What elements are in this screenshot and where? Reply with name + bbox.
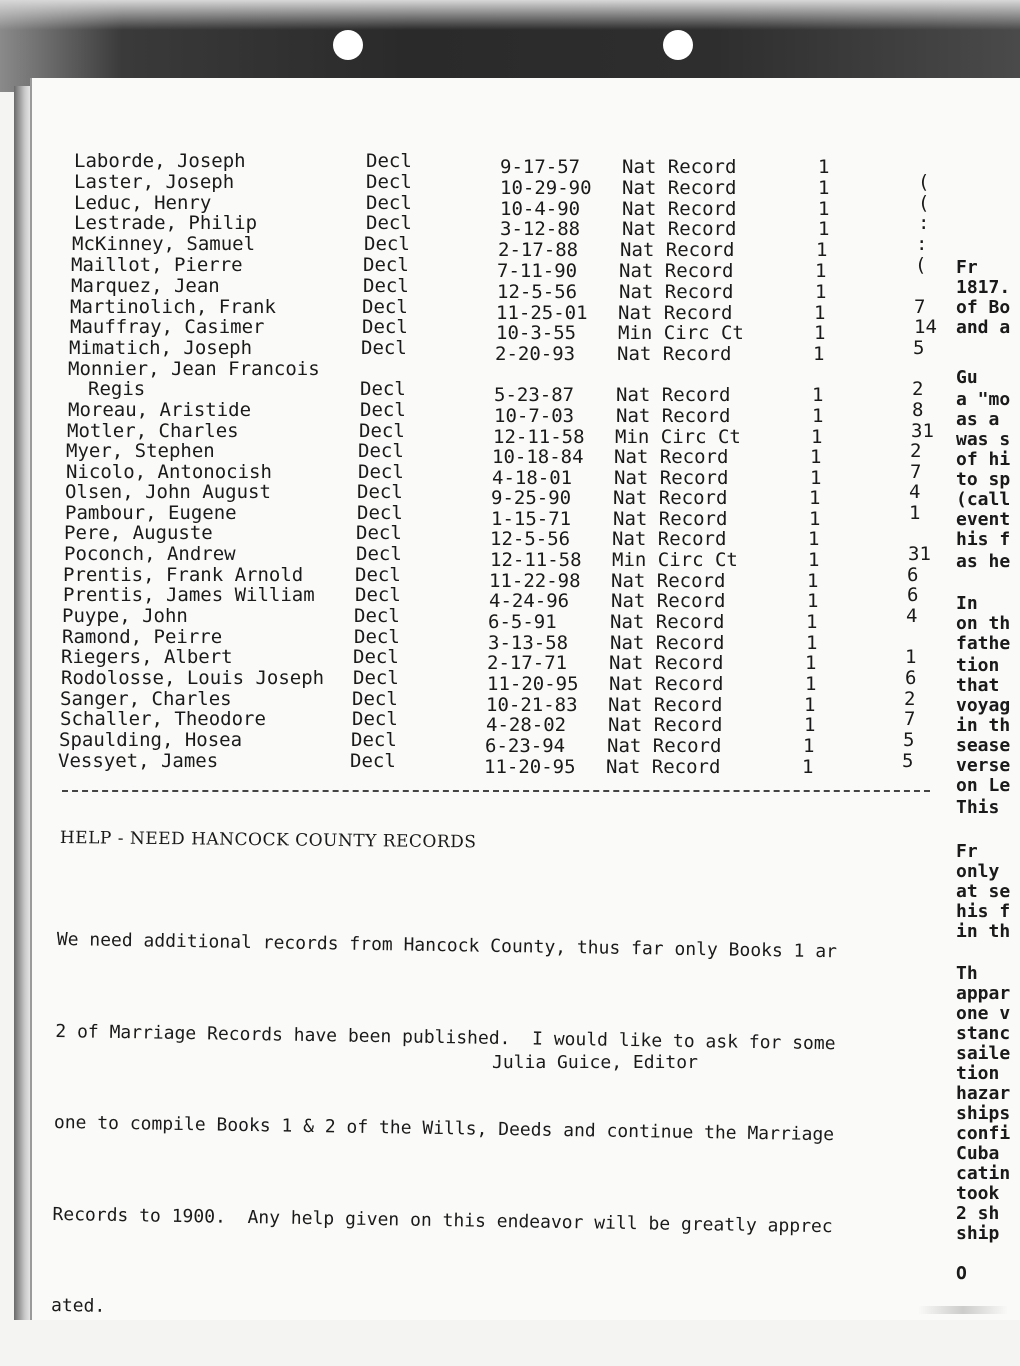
cell-name: Spaulding, Hosea — [59, 729, 243, 751]
cell-source: Nat Record — [622, 198, 737, 220]
table-row — [0, 420, 1013, 448]
table-row — [0, 316, 1016, 344]
cell-type: Decl — [362, 316, 408, 338]
cell-page: ( — [915, 254, 927, 276]
table-row — [0, 461, 1012, 489]
cell-vol: 1 — [804, 714, 816, 736]
cell-vol: 1 — [810, 446, 822, 468]
cell-vol: 1 — [810, 467, 822, 489]
cell-date: 4-18-01 — [492, 467, 573, 489]
cell-vol: 1 — [815, 281, 827, 303]
table-row — [0, 296, 1016, 324]
adjacent-column-line: ships — [956, 1103, 1011, 1124]
cell-name: Leduc, Henry — [74, 192, 212, 214]
adjacent-column-line: and a — [956, 317, 1011, 338]
cell-name: Prentis, Frank Arnold — [63, 564, 304, 586]
cell-vol: 1 — [805, 673, 817, 695]
cell-page: 7 — [904, 708, 916, 730]
cell-vol: 1 — [809, 508, 821, 530]
cell-page: 2 — [910, 440, 922, 462]
adjacent-column-line: of hi — [956, 449, 1011, 470]
cell-date: 7-11-90 — [497, 260, 578, 282]
cell-page: : — [916, 233, 928, 255]
cell-page: 14 — [914, 316, 937, 338]
cell-vol: 1 — [807, 570, 819, 592]
adjacent-column-line: voyag — [956, 695, 1011, 716]
table-row — [0, 440, 1012, 468]
cell-name: Rodolosse, Louis Joseph — [61, 667, 325, 689]
adjacent-column-line: appar — [956, 983, 1011, 1004]
cell-date: 6-5-91 — [488, 611, 557, 633]
cell-name: Puype, John — [62, 605, 188, 627]
cell-page: 2 — [912, 378, 924, 400]
cell-date: 12-5-56 — [497, 281, 578, 303]
cell-vol: 1 — [815, 260, 827, 282]
adjacent-column-line: Gu — [956, 367, 978, 388]
adjacent-column-line: sease — [956, 735, 1011, 756]
cell-date: 10-3-55 — [496, 322, 577, 344]
cell-source: Nat Record — [610, 632, 725, 654]
cell-vol: 1 — [818, 218, 830, 240]
cell-vol: 1 — [812, 384, 824, 406]
cell-source: Nat Record — [613, 487, 728, 509]
cell-page: 6 — [907, 564, 919, 586]
cell-type: Decl — [366, 192, 412, 214]
cell-source: Nat Record — [611, 570, 726, 592]
adjacent-column-line: in th — [956, 715, 1011, 736]
adjacent-column-line: tion — [956, 1063, 1000, 1084]
cell-vol: 1 — [806, 632, 818, 654]
cell-vol: 1 — [818, 177, 830, 199]
adjacent-column-line: confi — [956, 1123, 1011, 1144]
adjacent-column-line: took — [956, 1183, 1000, 1204]
cell-source: Nat Record — [614, 467, 729, 489]
table-row — [0, 481, 1011, 509]
table-row — [0, 192, 1020, 220]
cell-date: 2-17-71 — [487, 652, 568, 674]
cell-type: Decl — [360, 378, 406, 400]
cell-source: Nat Record — [617, 343, 732, 365]
cell-page: 31 — [911, 420, 934, 442]
cell-vol: 1 — [809, 487, 821, 509]
cell-type: Decl — [350, 750, 396, 772]
cell-name: Vessyet, James — [58, 750, 219, 772]
table-row — [0, 171, 1020, 199]
cell-source: Min Circ Ct — [615, 426, 741, 448]
adjacent-column-line: as a — [956, 409, 1000, 430]
cell-date: 11-22-98 — [489, 570, 581, 592]
adjacent-column-line: was s — [956, 429, 1011, 450]
cell-date: 6-23-94 — [485, 735, 566, 757]
cell-type: Decl — [361, 337, 407, 359]
cell-source: Nat Record — [619, 281, 734, 303]
adjacent-column-line: at se — [956, 881, 1011, 902]
cell-page: 1 — [909, 502, 921, 524]
cell-page: 5 — [903, 729, 915, 751]
cell-source: Nat Record — [616, 384, 731, 406]
cell-source: Nat Record — [607, 735, 722, 757]
table-row — [0, 399, 1014, 427]
help-body-line: Records to 1900. Any help given on this endeavor will be greatly apprec — [52, 1203, 833, 1237]
table-row — [0, 667, 1007, 695]
cell-source: Nat Record — [608, 694, 723, 716]
table-row — [0, 502, 1011, 530]
help-body — [50, 864, 938, 1366]
cell-source: Nat Record — [622, 218, 737, 240]
cell-vol: 1 — [818, 198, 830, 220]
cell-name: Pambour, Eugene — [65, 502, 237, 524]
cell-date: 10-18-84 — [492, 446, 584, 468]
cell-source: Nat Record — [609, 673, 724, 695]
cell-type: Decl — [356, 522, 402, 544]
cell-vol: 1 — [804, 694, 816, 716]
cell-date: 9-17-57 — [500, 156, 581, 178]
adjacent-column-line: Fr — [956, 257, 978, 278]
cell-page: 7 — [910, 461, 922, 483]
table-row — [0, 729, 1005, 757]
cell-vol: 1 — [812, 405, 824, 427]
cell-source: Nat Record — [609, 652, 724, 674]
adjacent-column-line: his f — [956, 529, 1011, 550]
table-row — [0, 337, 1015, 365]
adjacent-column-line: that — [956, 675, 1000, 696]
cell-name: Lestrade, Philip — [74, 212, 258, 234]
table-row — [0, 522, 1010, 550]
cell-type: Decl — [351, 729, 397, 751]
cell-name: Maillot, Pierre — [71, 254, 243, 276]
cell-vol: 1 — [807, 590, 819, 612]
cell-vol: 1 — [813, 343, 825, 365]
adjacent-column-line: one v — [956, 1003, 1011, 1024]
adjacent-column-line: 1817. — [956, 277, 1011, 298]
cell-type: Decl — [362, 296, 408, 318]
table-row — [0, 564, 1009, 592]
adjacent-column-line: In — [956, 593, 978, 614]
cell-type: Decl — [364, 233, 410, 255]
cell-source: Nat Record — [620, 239, 735, 261]
cell-name: Ramond, Peirre — [62, 626, 223, 648]
cell-type: Decl — [355, 584, 401, 606]
adjacent-column-line: hazar — [956, 1083, 1011, 1104]
adjacent-column-line: verse — [956, 755, 1011, 776]
cell-date: 12-11-58 — [490, 549, 582, 571]
table-row — [0, 378, 1014, 406]
dashed-divider — [62, 790, 930, 792]
adjacent-column-line: to sp — [956, 469, 1011, 490]
adjacent-column-line: only — [956, 861, 1000, 882]
cell-page: 5 — [902, 750, 914, 772]
cell-date: 4-24-96 — [489, 590, 570, 612]
cell-type: Decl — [358, 440, 404, 462]
cell-name: Schaller, Theodore — [60, 708, 266, 730]
adjacent-column-line: ship — [956, 1223, 1000, 1244]
cell-date: 2-17-88 — [498, 239, 579, 261]
cell-page: ( — [918, 171, 930, 193]
cell-page: 4 — [909, 481, 921, 503]
cell-name: Laborde, Joseph — [74, 150, 246, 172]
cell-type: Decl — [354, 626, 400, 648]
cell-source: Min Circ Ct — [618, 322, 744, 344]
cell-date: 11-25-01 — [496, 302, 588, 324]
cell-source: Nat Record — [622, 177, 737, 199]
cell-name: Nicolo, Antonocish — [66, 461, 272, 483]
help-title: HELP - NEED HANCOCK COUNTY RECORDS — [59, 828, 477, 853]
cell-date: 3-12-88 — [500, 218, 581, 240]
adjacent-column-line: O — [956, 1263, 967, 1284]
cell-vol: 1 — [802, 756, 814, 778]
cell-type: Decl — [353, 646, 399, 668]
cell-type: Decl — [360, 399, 406, 421]
cell-name: Laster, Joseph — [74, 171, 235, 193]
adjacent-column-line: in th — [956, 921, 1011, 942]
cell-date: 12-5-56 — [490, 528, 571, 550]
cell-page: 1 — [905, 646, 917, 668]
cell-vol: 1 — [805, 652, 817, 674]
table-row — [0, 543, 1010, 571]
cell-page: 5 — [913, 337, 925, 359]
cell-vol: 1 — [808, 528, 820, 550]
table-row — [0, 275, 1017, 303]
cell-date: 1-15-71 — [491, 508, 572, 530]
cell-page: ( — [918, 192, 930, 214]
adjacent-column-line: his f — [956, 901, 1011, 922]
cell-type: Decl — [359, 420, 405, 442]
cell-source: Nat Record — [614, 446, 729, 468]
cell-date: 10-7-03 — [494, 405, 575, 427]
table-row — [0, 626, 1008, 654]
cell-date: 10-29-90 — [500, 177, 592, 199]
cell-type: Decl — [352, 708, 398, 730]
cell-type: Decl — [355, 564, 401, 586]
cell-vol: 1 — [814, 322, 826, 344]
adjacent-column-line: a "mo — [956, 389, 1011, 410]
cell-source: Nat Record — [610, 611, 725, 633]
cell-type: Decl — [366, 150, 412, 172]
cell-page: : — [918, 212, 930, 234]
table-row — [0, 358, 1014, 380]
adjacent-column-line: 2 sh — [956, 1203, 1000, 1224]
cell-date: 11-20-95 — [487, 673, 579, 695]
adjacent-column-line: fathe — [956, 633, 1011, 654]
cell-name: Mauffray, Casimer — [70, 316, 265, 338]
cell-type: Decl — [356, 543, 402, 565]
adjacent-column-line: on Le — [956, 775, 1011, 796]
cell-type: Decl — [357, 481, 403, 503]
table-row — [0, 605, 1008, 633]
cell-source: Nat Record — [618, 302, 733, 324]
cell-page: 6 — [907, 584, 919, 606]
adjacent-column-line: tion — [956, 655, 1000, 676]
table-row — [0, 584, 1009, 612]
cell-name: Prentis, James William — [63, 584, 315, 606]
cell-page: 2 — [904, 688, 916, 710]
cell-vol: 1 — [803, 735, 815, 757]
cell-source: Nat Record — [619, 260, 734, 282]
cell-name: Monnier, Jean Francois — [68, 358, 320, 380]
cell-page: 7 — [914, 296, 926, 318]
cell-name: Sanger, Charles — [60, 688, 232, 710]
cell-source: Nat Record — [616, 405, 731, 427]
adjacent-column-line: as he — [956, 551, 1011, 572]
cell-date: 5-23-87 — [494, 384, 575, 406]
help-body-line: one to compile Books 1 & 2 of the Wills, Deeds and continue the Marriage — [53, 1111, 835, 1146]
cell-name: Poconch, Andrew — [64, 543, 236, 565]
cell-date: 12-11-58 — [493, 426, 585, 448]
cell-source: Nat Record — [613, 508, 728, 530]
adjacent-column-line: saile — [956, 1043, 1011, 1064]
adjacent-column-line: (call — [956, 489, 1011, 510]
table-row — [0, 254, 1017, 282]
cell-type: Decl — [353, 667, 399, 689]
cell-name: Regis — [88, 378, 146, 400]
editor-signature: Julia Guice, Editor — [492, 1052, 698, 1073]
help-body-line: We need additional records from Hancock County, thus far only Books 1 ar — [56, 928, 838, 963]
table-row — [0, 708, 1006, 736]
cell-type: Decl — [358, 461, 404, 483]
cell-name: Martinolich, Frank — [70, 296, 276, 318]
cell-date: 9-25-90 — [491, 487, 572, 509]
cell-source: Nat Record — [611, 590, 726, 612]
cell-name: McKinney, Samuel — [72, 233, 256, 255]
adjacent-column-line: Fr — [956, 841, 978, 862]
cell-date: 3-13-58 — [488, 632, 569, 654]
cell-name: Mimatich, Joseph — [69, 337, 253, 359]
cell-vol: 1 — [811, 426, 823, 448]
cell-type: Decl — [363, 275, 409, 297]
cell-page: 31 — [908, 543, 931, 565]
cell-source: Nat Record — [622, 156, 737, 178]
table-row — [0, 150, 1020, 178]
help-body-line: ated. — [50, 1294, 106, 1317]
adjacent-column-line: on th — [956, 613, 1011, 634]
cell-date: 11-20-95 — [484, 756, 576, 778]
adjacent-column-line: This — [956, 797, 1000, 818]
cell-name: Moreau, Aristide — [68, 399, 252, 421]
cell-vol: 1 — [806, 611, 818, 633]
adjacent-column-line: event — [956, 509, 1011, 530]
cell-page: 4 — [906, 605, 918, 627]
adjacent-column-line: Cuba — [956, 1143, 1000, 1164]
adjacent-column-line: Th — [956, 963, 978, 984]
cell-name: Pere, Auguste — [64, 522, 213, 544]
cell-type: Decl — [357, 502, 403, 524]
cell-type: Decl — [352, 688, 398, 710]
cell-date: 2-20-93 — [495, 343, 576, 365]
cell-name: Riegers, Albert — [61, 646, 233, 668]
cell-date: 10-4-90 — [500, 198, 581, 220]
table-row — [0, 646, 1007, 674]
table-row — [0, 750, 1004, 778]
cell-page: 8 — [912, 399, 924, 421]
cell-name: Myer, Stephen — [66, 440, 215, 462]
cell-type: Decl — [354, 605, 400, 627]
table-row — [0, 212, 1020, 240]
cell-source: Nat Record — [606, 756, 721, 778]
table-row — [0, 233, 1018, 261]
scan-smudge — [918, 1306, 1008, 1314]
table-row — [0, 688, 1006, 716]
cell-vol: 1 — [818, 156, 830, 178]
cell-type: Decl — [366, 171, 412, 193]
adjacent-column-cutoff — [956, 0, 1020, 1320]
cell-type: Decl — [363, 254, 409, 276]
cell-date: 10-21-83 — [486, 694, 578, 716]
cell-name: Marquez, Jean — [71, 275, 220, 297]
cell-page: 6 — [905, 667, 917, 689]
adjacent-column-line: catin — [956, 1163, 1011, 1184]
help-body-line: 2 of Marriage Records have been published. I would like to ask for some — [55, 1020, 836, 1054]
adjacent-column-line: of Bo — [956, 297, 1011, 318]
cell-source: Min Circ Ct — [612, 549, 738, 571]
cell-date: 4-28-02 — [486, 714, 567, 736]
cell-vol: 1 — [816, 239, 828, 261]
cell-vol: 1 — [808, 549, 820, 571]
cell-name: Motler, Charles — [67, 420, 239, 442]
cell-source: Nat Record — [608, 714, 723, 736]
cell-name: Olsen, John August — [65, 481, 271, 503]
adjacent-column-line: stanc — [956, 1023, 1011, 1044]
cell-source: Nat Record — [612, 528, 727, 550]
cell-type: Decl — [366, 212, 412, 234]
cell-vol: 1 — [814, 302, 826, 324]
